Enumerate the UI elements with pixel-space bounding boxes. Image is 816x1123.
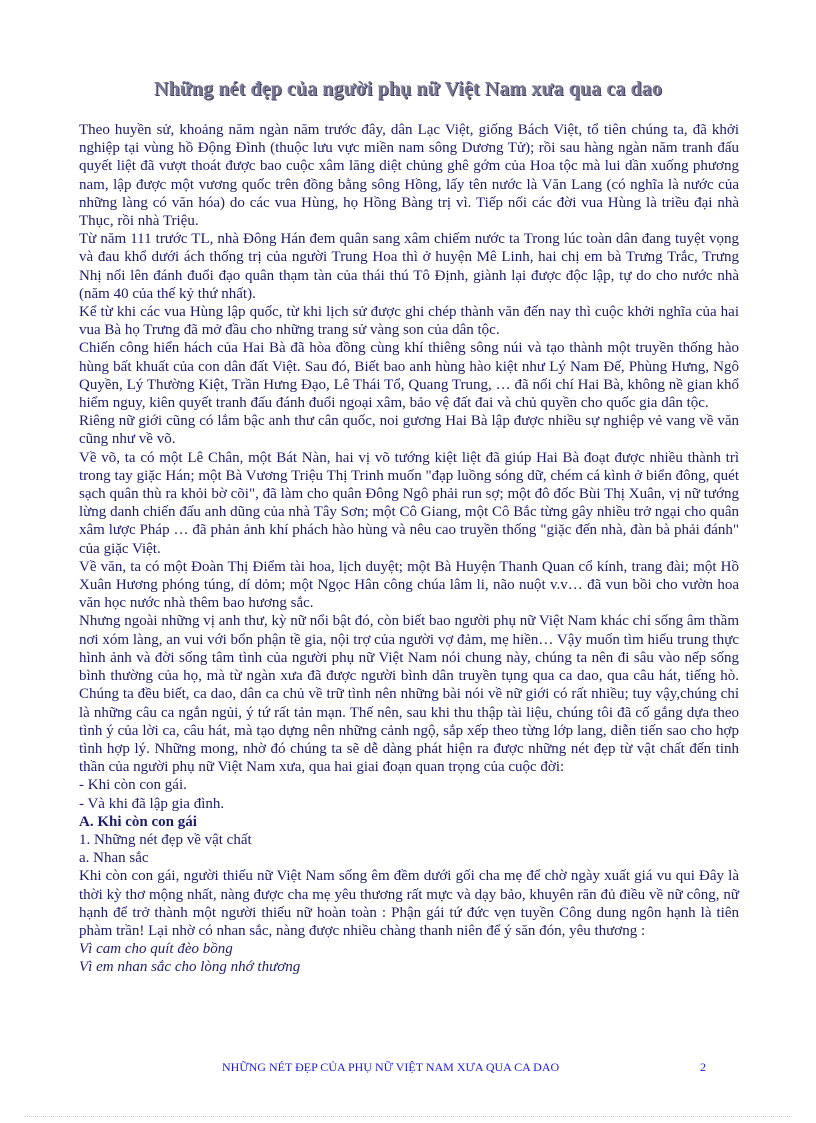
section-heading-a: A. Khi còn con gái <box>79 813 197 830</box>
subsection-heading-a: a. Nhan sắc <box>79 850 149 867</box>
paragraph-history-record: Kể từ khi các vua Hùng lập quốc, từ khi lịch sử được ghi chép thành văn đến nay thì cuộc khởi nghĩa của hai vua Bà họ Trưng đã mở đầu cho những trang sử vàng son của dân tộc. <box>79 304 739 339</box>
page-number: 2 <box>700 1060 706 1074</box>
subsection-heading-1: 1. Những nét đẹp về vật chất <box>79 831 252 848</box>
paragraph-trung-sisters: Từ năm 111 trước TL, nhà Đông Hán đem quân sang xâm chiếm nước ta Trong lúc toàn dân đang tuyệt vọng và đau khổ dưới ách thống trị của người Trung Hoa thì ở huyện Mê Linh, hai chị em bà Trưng Trắc, Trưng Nhị nổi lên đánh đuổi đạo quân thạm tàn của thái thú Tô Định, giành lại được độc lập, tự do cho nước nhà (năm 40 của thế kỷ thứ nhất). <box>79 231 739 302</box>
list-item-maiden: - Khi còn con gái. <box>79 777 187 794</box>
paragraph-literary-women: Về văn, ta có một Đoàn Thị Điểm tài hoa, lịch duyệt; một Bà Huyện Thanh Quan cổ kính, trang đài; một Hồ Xuân Hương phóng túng, dí dỏm; một Ngọc Hân công chúa lâm li, não nuột v.v… đã vun bồi cho vườn hoa văn học nước nhà thêm bao hương sắc. <box>79 558 739 612</box>
document-title: Những nét đẹp của người phụ nữ Việt Nam xưa qua ca dao <box>154 78 662 100</box>
paragraph-origins: Theo huyền sử, khoảng năm ngàn năm trước đây, dân Lạc Việt, giống Bách Việt, tổ tiên chúng ta, đã khởi nghiệp tại vùng hồ Động Đình (thuộc lưu vực miền nam sông Dương Tử); rồi sau hàng ngàn năm tranh đấu quyết liệt đã vượt thoát được bao cuộc xâm lăng diệt chủng ghê gớm của Hoa tộc mà lui dần xuống phương nam, lập được một vương quốc trên đồng bằng sông Hồng, lấy tên nước là Văn Lang (có nghĩa là nước của những làng có văn hóa) do các vua Hùng, họ Hồng Bàng trị vì. Tiếp nối các đời vua Hùng là triều đại nhà Thục, rồi nhà Triệu. <box>79 122 739 230</box>
page-bottom-divider <box>24 1116 792 1117</box>
verse-line: Vì cam cho quít đèo bồng <box>79 941 233 958</box>
paragraph-military-women: Về võ, ta có một Lê Chân, một Bát Nàn, hai vị võ tướng kiệt liệt đã giúp Hai Bà đoạt được nhiều thành trì trong tay giặc Hán; một Bà Vương Triệu Thị Trinh muốn "đạp luồng sóng dữ, chém cá kình ở biển đông, quét sạch quân thù ra khỏi bờ cõi", đã làm cho quân Đông Ngô phải run sợ; một đô đốc Bùi Thị Xuân, vị nữ tướng lừng danh chiến đấu anh dũng của nhà Tây Sơn; một Cô Giang, một Cô Bắc từng gây nhiều trở ngại cho quân xâm lược Pháp … đã phản ảnh khí phách hào hùng và nêu cao truyền thống "giặc đến nhà, đàn bà phải đánh" của giặc Việt. <box>79 449 739 557</box>
footer-title: NHỮNG NÉT ĐẸP CỦA PHỤ NỮ VIỆT NAM XƯA QUA CA DAO <box>222 1060 560 1074</box>
paragraph-maiden-beauty: Khi còn con gái, người thiếu nữ Việt Nam sống êm đềm dưới gối cha mẹ để chờ ngày xuất giá vu qui Đây là thời kỳ thơ mộng nhất, nàng được cha mẹ yêu thương rất mực và dạy bảo, khuyên răn đủ điều về nữ công, nữ hạnh để trở thành một người thiếu nữ hoàn toàn : Phận gái tứ đức vẹn tuyền Công dung ngôn hạnh là tiên phàm trần! Lại nhờ có nhan sắc, nàng được nhiều chàng thanh niên để ý săn đón, yêu thương : <box>79 868 739 939</box>
paragraph-women-heroines: Riêng nữ giới cũng có lắm bậc anh thư cân quốc, noi gương Hai Bà lập được nhiều sự nghiệp vẻ vang về văn cũng như về võ. <box>79 413 739 448</box>
paragraph-heroes: Chiến công hiển hách của Hai Bà đã hòa đồng cùng khí thiêng sông núi và tạo thành một truyền thống hào hùng bất khuất của con dân đất Việt. Sau đó, Biết bao anh hùng hào kiệt như Lý Nam Đế, Phùng Hưng, Ngô Quyền, Lý Thường Kiệt, Trần Hưng Đạo, Lê Thái Tổ, Quang Trung, … đã nối chí Hai Bà, không nề gian khổ hiểm nguy, kiên quyết tranh đấu đánh đuổi ngoại xâm, bảo vệ đất đai và chủ quyền cho quốc gia dân tộc. <box>79 340 739 412</box>
list-item-married: - Và khi đã lập gia đình. <box>79 795 225 812</box>
document-body <box>79 121 739 977</box>
paragraph-ordinary-women: Nhưng ngoài những vị anh thư, kỳ nữ nổi bật đó, còn biết bao người phụ nữ Việt Nam khác chỉ sống âm thầm nơi xóm làng, an vui với bổn phận tề gia, nội trợ của người vợ đảm, mẹ hiền… Vậy muốn tìm hiểu trung thực hình ảnh và đời sống tâm tình của người phụ nữ Việt Nam nói chung này, chúng ta nên đi sâu vào nếp sống bình thường của họ, mà từ ngàn xưa đã được người bình dân truyền tụng qua ca dao, qua câu hát, tiếng hò. Chúng ta đều biết, ca dao, dân ca chủ về trữ tình nên những bài nói về nữ giới có rất nhiều; tuy vậy,chúng chỉ là những câu ca ngắn ngủi, ý tứ rất tản mạn. Thế nên, sau khi thu thập tài liệu, chúng tôi đã cố gắng dựa theo tình ý của lời ca, câu hát, mà tạo dựng nên những cảnh ngộ, sắp xếp theo từng lớp lang, diễn tiến sao cho hợp tình hợp lý. Những mong, nhờ đó chúng ta sẽ dễ dàng phát hiện ra được những nét đẹp từ vật chất đến tinh thần của người phụ nữ Việt Nam xưa, qua hai giai đoạn quan trọng của cuộc đời: <box>79 613 739 776</box>
verse-line: Vì em nhan sắc cho lòng nhớ thương <box>79 959 301 976</box>
